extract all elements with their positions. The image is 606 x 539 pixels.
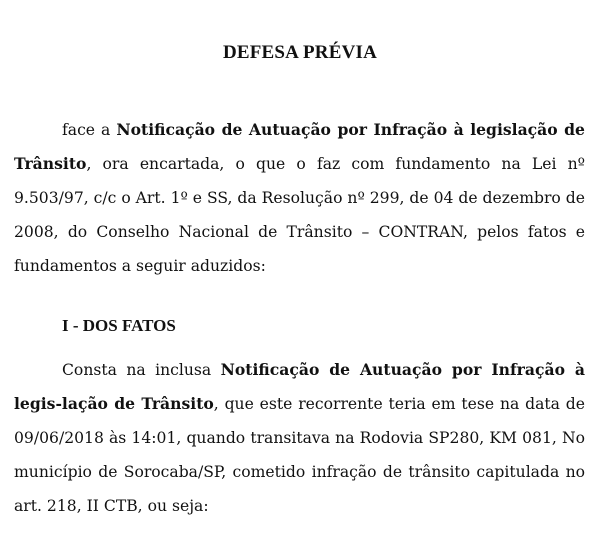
document-title: DEFESA PRÉVIA	[222, 42, 378, 63]
paragraph-lead-text: face a	[62, 121, 117, 139]
section-heading: I - DOS FATOS	[62, 316, 176, 335]
paragraph-facts	[14, 353, 585, 523]
paragraph-notification	[14, 113, 585, 283]
paragraph-body-text: , ora encartada, o que o faz com fundamento na Lei nº 9.503/97, c/c o Art. 1º e SS, da Resolução nº 299, de 04 de dezembro de 2008, do Conselho Nacional de Trânsito – CONTRAN, pelos fatos e fundamentos a seguir aduzidos:	[14, 155, 585, 275]
paragraph-bold-text: Notificação de Autuação por Infração à legis-lação de Trânsito	[14, 360, 585, 413]
paragraph-bold-text: Notificação de Autuação por Infração à legislação de Trânsito	[14, 120, 585, 173]
paragraph-body-text: , que este recorrente teria em tese na data de 09/06/2018 às 14:01, quando transitava na Rodovia SP280, KM 081, No município de Sorocaba/SP, cometido infração de trânsito capitulada no art. 218, II CTB, ou seja:	[14, 395, 585, 515]
paragraph-lead-text: Consta na inclusa	[62, 361, 221, 379]
